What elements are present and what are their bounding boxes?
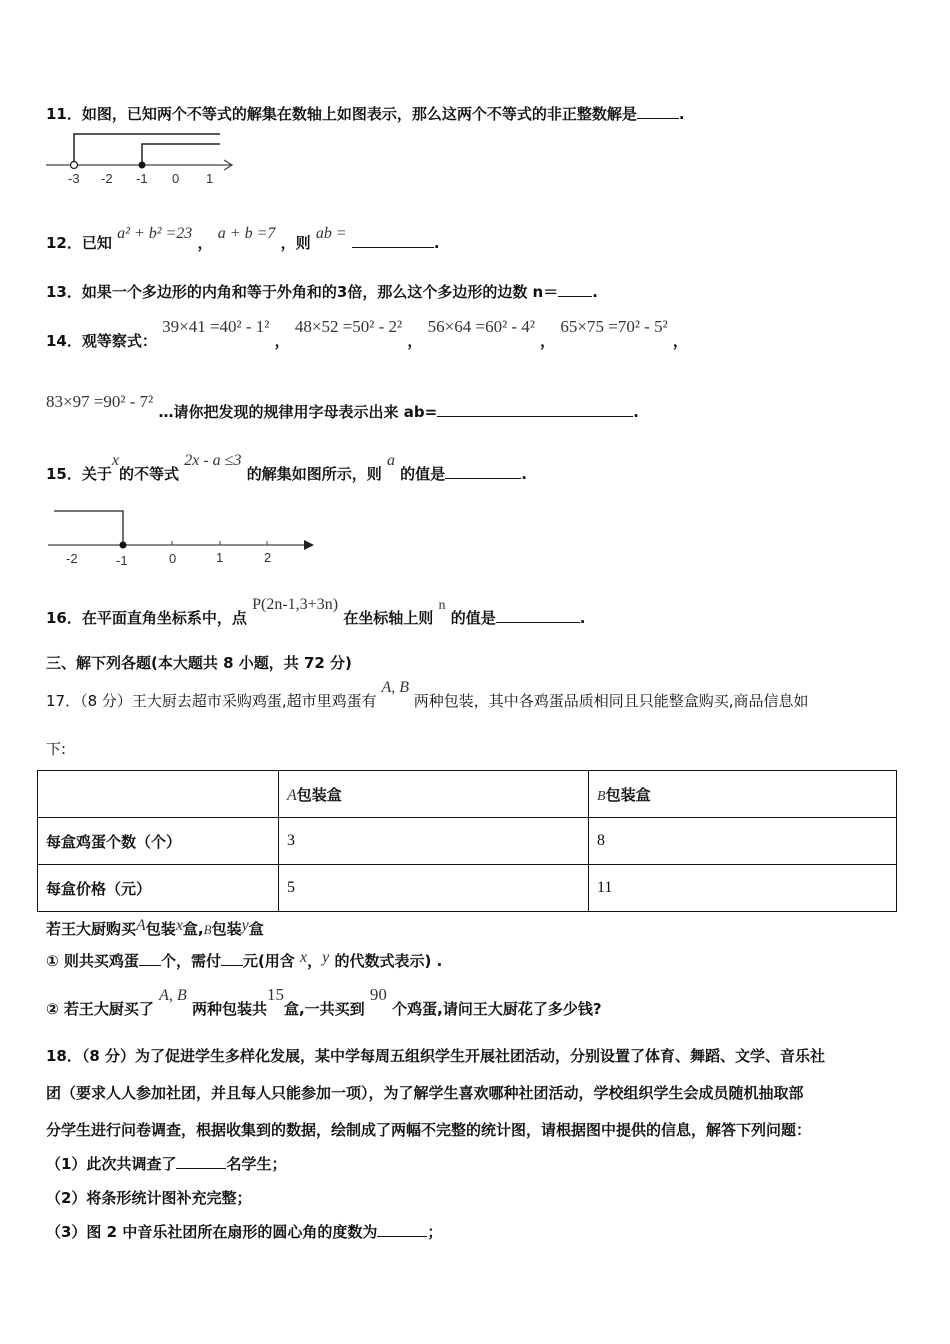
q18-line3: 分学生进行问卷调查，根据收集到的数据，绘制成了两幅不完整的统计图，请根据图中提供的信息，解答下列问题：: [46, 1121, 812, 1139]
question-14-line2: [46, 391, 639, 421]
var: x: [175, 917, 183, 934]
tick-label: 2: [264, 550, 272, 565]
table-cell: 每盒价格（元）: [38, 865, 279, 912]
text: ② 若王大厨买了: [46, 1000, 154, 1018]
table-cell: 8: [589, 818, 897, 865]
q16-mid: 在坐标轴上则: [343, 609, 434, 627]
var-b: B: [597, 788, 606, 804]
q15-mid1: 的不等式: [118, 465, 179, 483]
section-title: 三、解下列各题(本大题共 8 小题，共 72 分): [46, 654, 352, 672]
q12-eq1: a² + b² =23: [117, 225, 193, 242]
table-row: [38, 818, 897, 865]
q17-ab: A, B: [381, 679, 409, 696]
question-15: [46, 449, 527, 483]
q14-sep: ，: [407, 332, 423, 350]
axis-arrow: [304, 540, 314, 550]
open-point: [71, 162, 78, 169]
q18-sub1: [46, 1153, 286, 1174]
tick-label: -1: [116, 553, 128, 568]
question-11: [46, 103, 685, 124]
tick-label: -2: [101, 171, 113, 186]
q14-eq: 48×52 =50² - 2²: [294, 317, 403, 336]
solution-ray: [54, 511, 123, 545]
answer-blank: [176, 1154, 226, 1169]
q17-line2: 下:: [46, 740, 67, 758]
table-cell: 每盒鸡蛋个数（个）: [38, 818, 279, 865]
var: x: [300, 949, 308, 966]
answer-blank: [139, 951, 161, 966]
question-13: [46, 281, 598, 302]
answer-blank: [496, 608, 580, 623]
q16-point: P(2n-1,3+3n): [252, 596, 339, 613]
q14-eq: 39×41 =40² - 1²: [162, 317, 270, 336]
var: A, B: [159, 987, 187, 1004]
table-header-b: [589, 771, 897, 818]
text: ；: [427, 1223, 443, 1241]
number-line-15: [44, 505, 324, 571]
q14-sep: ，: [540, 332, 556, 350]
var-a: A: [287, 786, 297, 804]
text: （3）图 2 中音乐社团所在扇形的圆心角的度数为: [46, 1223, 378, 1241]
q14-tail: …请你把发现的规律用字母表示出来 ab=: [158, 403, 438, 421]
closed-point: [139, 162, 146, 169]
q17-sub2: [46, 984, 602, 1018]
text: 包装: [145, 920, 176, 938]
q17-sub1: [46, 946, 443, 970]
q15-mid3: 的值是: [400, 465, 446, 483]
q18-sub3: [46, 1221, 442, 1242]
table-cell: 11: [589, 865, 897, 912]
q15-end: .: [521, 465, 527, 483]
q11-text: 11．如图，已知两个不等式的解集在数轴上如图表示，那么这两个不等式的非正整数解是: [46, 105, 637, 123]
tick-label: -3: [68, 171, 80, 186]
text: 包装: [211, 920, 242, 938]
q13-end: .: [592, 283, 598, 301]
q14-prefix: 14．观等察式：: [46, 332, 157, 350]
text: 元(用含: [242, 952, 295, 970]
q18-line1: 18．（8 分）为了促进学生多样化发展，某中学每周五组织学生开展社团活动，分别设置了体育、舞蹈、文学、音乐社: [46, 1047, 826, 1065]
text: 个鸡蛋,请问王大厨花了多少钱?: [392, 1000, 602, 1018]
text: 若王大厨购买: [46, 920, 137, 938]
q17-line1b: 两种包装，其中各鸡蛋品质相同且只能整盒购买,商品信息如: [413, 692, 809, 710]
question-16: [46, 593, 586, 627]
tick-label: 1: [206, 171, 214, 186]
number: 15: [266, 985, 284, 1004]
answer-blank: [437, 402, 633, 417]
q17-line1a: 17．（8 分）王大厨去超市采购鸡蛋,超市里鸡蛋有: [46, 692, 377, 710]
tick-label: -1: [136, 171, 148, 186]
q12-end: .: [433, 234, 440, 252]
text: ，: [307, 952, 323, 970]
q16-var: n: [438, 598, 446, 613]
q14-sep: ，: [672, 332, 688, 350]
answer-blank: [352, 233, 434, 248]
q16-end: .: [579, 609, 586, 627]
tick-label: 1: [216, 550, 224, 565]
q12-prefix: 12．已知: [46, 234, 112, 252]
tick-label: 0: [172, 171, 180, 186]
q12-eq2: a + b =7: [217, 225, 276, 242]
text: 的代数式表示) .: [334, 952, 443, 970]
text: ① 则共买鸡蛋: [46, 952, 139, 970]
q18-line2: 团（要求人人参加社团，并且每人只能参加一项），为了解学生喜欢哪种社团活动，学校组织学生会成员随机抽取部: [46, 1084, 804, 1102]
question-12: [46, 222, 440, 252]
q17-buy-line: [46, 914, 264, 938]
text: （1）此次共调查了: [46, 1155, 177, 1173]
product-table: [37, 770, 897, 912]
q16-prefix: 16．在平面直角坐标系中，点: [46, 609, 247, 627]
closed-point: [120, 542, 127, 549]
q14-eq: 65×75 =70² - 5²: [560, 317, 668, 336]
question-17: [46, 676, 809, 710]
table-cell: 3: [279, 818, 589, 865]
q14-eq5: 83×97 =90² - 7²: [46, 392, 154, 411]
var: A: [136, 917, 146, 934]
answer-blank: [558, 282, 592, 297]
q13-text: 13．如果一个多边形的内角和等于外角和的3倍，那么这个多边形的边数 n＝: [46, 283, 559, 301]
answer-blank: [221, 951, 243, 966]
q12-mid: ，则: [280, 234, 311, 252]
table-cell: 5: [279, 865, 589, 912]
solution-ray-2: [142, 144, 220, 165]
text: 盒,一共买到: [283, 1000, 365, 1018]
question-14: [46, 316, 688, 350]
table-row: [38, 865, 897, 912]
number: 90: [369, 985, 387, 1004]
header-label: 包装盒: [605, 785, 651, 804]
var: B: [203, 922, 212, 937]
q12-sep: ，: [197, 234, 213, 252]
text: 盒,: [182, 920, 204, 938]
number-line-11: [44, 128, 244, 190]
table-header-a: [279, 771, 589, 818]
q15-mid2: 的解集如图所示，则: [246, 465, 382, 483]
q18-sub2: （2）将条形统计图补充完整；: [46, 1189, 252, 1207]
q15-var: x: [111, 452, 119, 469]
tick-label: -2: [66, 551, 78, 566]
q11-end: .: [678, 105, 685, 123]
q15-ineq: 2x - a ≤3: [184, 452, 242, 469]
q12-eq3: ab =: [315, 225, 347, 242]
solution-ray-1: [74, 134, 220, 165]
q15-prefix: 15．关于: [46, 465, 112, 483]
tick-label: 0: [169, 551, 177, 566]
answer-blank: [445, 464, 521, 479]
q14-end: .: [633, 403, 639, 421]
table-row: [38, 771, 897, 818]
answer-blank: [377, 1222, 427, 1237]
var: y: [241, 917, 249, 934]
q15-var2: a: [386, 452, 395, 469]
q14-eq: 56×64 =60² - 4²: [427, 317, 535, 336]
table-cell: [38, 771, 279, 818]
var: y: [322, 949, 330, 966]
q16-mid2: 的值是: [450, 609, 496, 627]
text: 名学生；: [226, 1155, 287, 1173]
text: 个，需付: [160, 952, 221, 970]
text: 盒: [248, 920, 264, 938]
text: 两种包装共: [191, 1000, 267, 1018]
answer-blank: [637, 104, 679, 119]
q14-sep: ，: [274, 332, 290, 350]
header-label: 包装盒: [296, 785, 342, 804]
